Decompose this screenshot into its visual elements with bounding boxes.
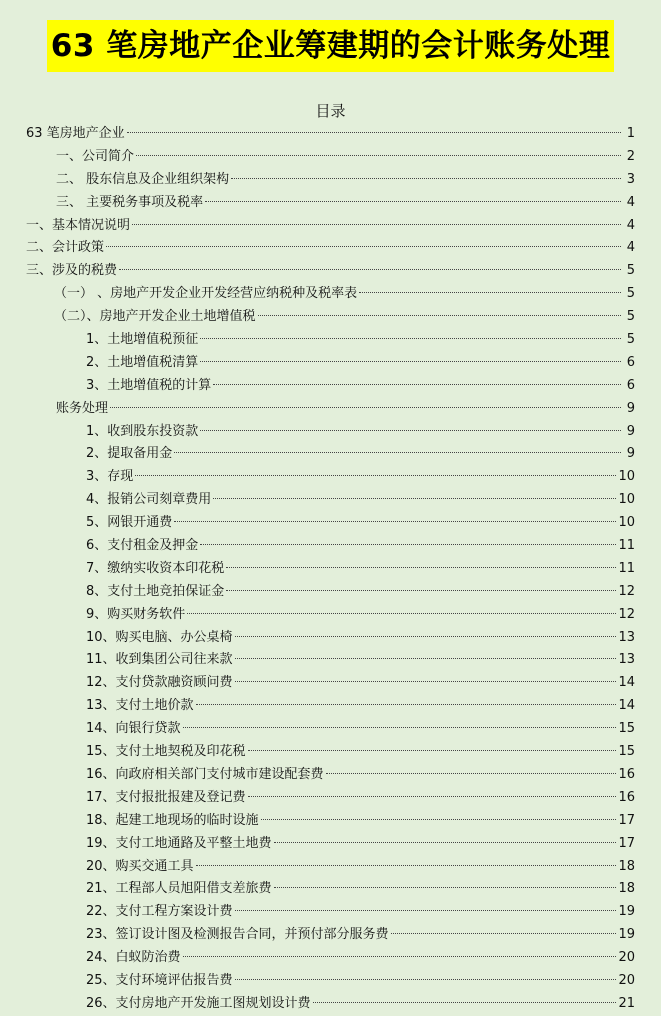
dot-leader <box>205 201 621 202</box>
toc-entry-page-number: 9 <box>626 446 635 462</box>
toc-entry[interactable] <box>26 215 635 238</box>
toc-entry[interactable] <box>26 810 635 833</box>
dot-leader <box>183 727 617 728</box>
toc-entry-page-number: 11 <box>618 560 635 576</box>
dot-leader <box>235 910 617 911</box>
toc-entry-label: 10、购买电脑、办公桌椅 <box>86 629 233 645</box>
toc-entry[interactable] <box>26 856 635 879</box>
toc-entry-label: 6、支付租金及押金 <box>86 538 199 554</box>
toc-entry-page-number: 4 <box>626 217 635 233</box>
toc-entry-label: 11、收到集团公司往来款 <box>86 652 233 668</box>
toc-entry[interactable] <box>26 375 635 398</box>
toc-entry-label: 15、支付土地契税及印花税 <box>86 744 246 760</box>
toc-entry-page-number: 5 <box>626 332 635 348</box>
toc-entry[interactable] <box>26 306 635 329</box>
dot-leader <box>127 132 621 133</box>
toc-entry-page-number: 15 <box>618 744 635 760</box>
toc-entry-page-number: 9 <box>626 423 635 439</box>
toc-entry-page-number: 19 <box>618 904 635 920</box>
toc-entry-label: 3、存现 <box>86 469 134 485</box>
toc-entry[interactable] <box>26 924 635 947</box>
toc-entry-page-number: 1 <box>626 126 635 141</box>
dot-leader <box>213 384 621 385</box>
dot-leader <box>274 887 617 888</box>
toc-entry-page-number: 17 <box>618 835 635 851</box>
dot-leader <box>132 224 621 225</box>
toc-entry-page-number: 19 <box>618 927 635 943</box>
toc-entry-page-number: 12 <box>618 583 635 599</box>
dot-leader <box>119 269 621 270</box>
dot-leader <box>248 750 617 751</box>
toc-entry-label: 17、支付报批报建及登记费 <box>86 789 246 805</box>
toc-entry-page-number: 18 <box>618 858 635 874</box>
toc-entry-page-number: 16 <box>618 789 635 805</box>
toc-entry-label: 24、白蚁防治费 <box>86 950 181 966</box>
toc-entry[interactable] <box>26 558 635 581</box>
toc-entry[interactable] <box>26 604 635 627</box>
dot-leader <box>200 338 621 339</box>
toc-entry-label: 4、报销公司刻章费用 <box>86 492 212 508</box>
toc-entry[interactable] <box>26 283 635 306</box>
dot-leader <box>235 681 617 682</box>
toc-entry-page-number: 5 <box>626 309 635 325</box>
toc-entry[interactable] <box>26 947 635 970</box>
toc-entry-page-number: 20 <box>618 950 635 966</box>
toc-entry-label: 16、向政府相关部门支付城市建设配套费 <box>86 766 324 782</box>
toc-entry[interactable] <box>26 787 635 810</box>
toc-entry-page-number: 10 <box>618 515 635 531</box>
toc-entry-label: 23、签订设计图及检测报告合同，并预付部分服务费 <box>86 927 389 943</box>
toc-entry-page-number: 12 <box>618 606 635 622</box>
dot-leader <box>326 773 617 774</box>
dot-leader <box>174 452 621 453</box>
toc-entry-label: 8、支付土地竞拍保证金 <box>86 583 225 599</box>
toc-entry-page-number: 15 <box>618 721 635 737</box>
toc-entry-label: 26、支付房地产开发施工图规划设计费 <box>86 995 311 1011</box>
toc-entry-page-number: 10 <box>618 492 635 508</box>
toc-entry-page-number: 9 <box>626 400 635 416</box>
toc-entry-label: 13、支付土地价款 <box>86 698 194 714</box>
toc-entry-page-number: 4 <box>626 240 635 256</box>
toc-entry[interactable] <box>26 695 635 718</box>
toc-entry-label: 9、购买财务软件 <box>86 606 186 622</box>
toc-entry[interactable] <box>26 741 635 764</box>
dot-leader <box>226 590 616 591</box>
dot-leader <box>248 796 617 797</box>
toc-entry[interactable] <box>26 878 635 901</box>
toc-heading: 目录 <box>315 102 346 120</box>
toc-entry-page-number: 21 <box>618 995 635 1011</box>
toc-entry-label: 25、支付环境评估报告费 <box>86 972 233 988</box>
dot-leader <box>235 636 617 637</box>
dot-leader <box>136 155 621 156</box>
toc-entry-label: 18、起建工地现场的临时设施 <box>86 812 259 828</box>
toc-entry-label: 63 笔房地产企业 <box>26 126 125 141</box>
toc-entry-page-number: 14 <box>618 698 635 714</box>
toc-entry-label: 20、购买交通工具 <box>86 858 194 874</box>
dot-leader <box>213 498 616 499</box>
toc-entry[interactable] <box>26 260 635 283</box>
toc-entry[interactable] <box>26 833 635 856</box>
toc-entry-label: 2、土地增值税清算 <box>86 354 199 370</box>
toc-entry[interactable] <box>26 581 635 604</box>
toc-entry-label: 12、支付贷款融资顾问费 <box>86 675 233 691</box>
toc-entry-label: 3、土地增值税的计算 <box>86 377 212 393</box>
toc-entry-page-number: 2 <box>626 148 635 164</box>
toc-entry-page-number: 16 <box>618 766 635 782</box>
toc-entry-label: 5、网银开通费 <box>86 515 173 531</box>
table-of-contents <box>26 123 635 1016</box>
toc-entry-label: （二）、房地产开发企业土地增值税 <box>54 309 256 325</box>
toc-entry-label: 21、工程部人员旭阳借支差旅费 <box>86 881 272 897</box>
toc-entry-page-number: 13 <box>618 629 635 645</box>
document-title: 63 笔房地产企业筹建期的会计账务处理 <box>47 20 614 72</box>
dot-leader <box>391 933 617 934</box>
toc-entry[interactable] <box>26 535 635 558</box>
dot-leader <box>196 704 617 705</box>
dot-leader <box>226 567 616 568</box>
toc-entry-label: 账务处理 <box>56 400 109 416</box>
dot-leader <box>231 178 621 179</box>
toc-entry[interactable] <box>26 627 635 650</box>
toc-entry-label: 2、提取备用金 <box>86 446 173 462</box>
dot-leader <box>200 361 621 362</box>
toc-entry-page-number: 5 <box>626 263 635 279</box>
toc-entry-page-number: 4 <box>626 194 635 210</box>
dot-leader <box>187 613 616 614</box>
toc-entry[interactable] <box>26 443 635 466</box>
toc-entry-page-number: 6 <box>626 354 635 370</box>
dot-leader <box>274 842 617 843</box>
toc-entry-label: 三、涉及的税费 <box>26 263 118 279</box>
toc-entry-page-number: 13 <box>618 652 635 668</box>
toc-entry[interactable] <box>26 237 635 260</box>
toc-entry-label: 一、公司简介 <box>56 148 135 164</box>
toc-entry-page-number: 17 <box>618 812 635 828</box>
toc-entry-label: 三、 主要税务事项及税率 <box>56 194 204 210</box>
dot-leader <box>110 407 621 408</box>
toc-entry[interactable] <box>26 512 635 535</box>
toc-entry-label: 22、支付工程方案设计费 <box>86 904 233 920</box>
dot-leader <box>135 475 616 476</box>
toc-entry[interactable] <box>26 970 635 993</box>
toc-entry[interactable] <box>26 192 635 215</box>
toc-entry[interactable] <box>26 123 635 146</box>
dot-leader <box>235 658 617 659</box>
toc-entry[interactable] <box>26 146 635 169</box>
dot-leader <box>359 292 621 293</box>
toc-entry-page-number: 14 <box>618 675 635 691</box>
toc-entry-page-number: 18 <box>618 881 635 897</box>
toc-entry-page-number: 3 <box>626 171 635 187</box>
toc-entry-label: 1、土地增值税预征 <box>86 332 199 348</box>
dot-leader <box>174 521 616 522</box>
toc-entry[interactable] <box>26 169 635 192</box>
toc-entry-page-number: 6 <box>626 377 635 393</box>
dot-leader <box>200 544 616 545</box>
toc-entry-page-number: 5 <box>626 286 635 302</box>
toc-entry[interactable] <box>26 489 635 512</box>
dot-leader <box>196 865 617 866</box>
dot-leader <box>200 430 621 431</box>
toc-entry[interactable] <box>26 421 635 444</box>
toc-entry-label: 14、向银行贷款 <box>86 721 181 737</box>
dot-leader <box>106 246 621 247</box>
dot-leader <box>258 315 621 316</box>
title-wrap <box>0 20 661 72</box>
toc-entry[interactable] <box>26 764 635 787</box>
toc-entry[interactable] <box>26 398 635 421</box>
toc-entry[interactable] <box>26 672 635 695</box>
dot-leader <box>183 956 617 957</box>
toc-entry-label: 二、 股东信息及企业组织架构 <box>56 171 230 187</box>
toc-entry-page-number: 11 <box>618 538 635 554</box>
toc-entry[interactable] <box>26 352 635 375</box>
dot-leader <box>313 1002 617 1003</box>
toc-entry-label: 19、支付工地通路及平整土地费 <box>86 835 272 851</box>
toc-entry-label: 一、基本情况说明 <box>26 217 131 233</box>
toc-entry-label: 二、会计政策 <box>26 240 105 256</box>
toc-entry[interactable] <box>26 993 635 1016</box>
toc-entry-label: 1、收到股东投资款 <box>86 423 199 439</box>
toc-entry-label: （一） 、房地产开发企业开发经营应纳税种及税率表 <box>54 286 358 302</box>
dot-leader <box>261 819 617 820</box>
dot-leader <box>235 979 617 980</box>
toc-entry[interactable] <box>26 329 635 352</box>
toc-entry-page-number: 10 <box>618 469 635 485</box>
toc-entry[interactable] <box>26 901 635 924</box>
toc-entry-label: 7、缴纳实收资本印花税 <box>86 560 225 576</box>
toc-entry-page-number: 20 <box>618 972 635 988</box>
toc-entry[interactable] <box>26 718 635 741</box>
toc-entry[interactable] <box>26 649 635 672</box>
toc-entry[interactable] <box>26 466 635 489</box>
